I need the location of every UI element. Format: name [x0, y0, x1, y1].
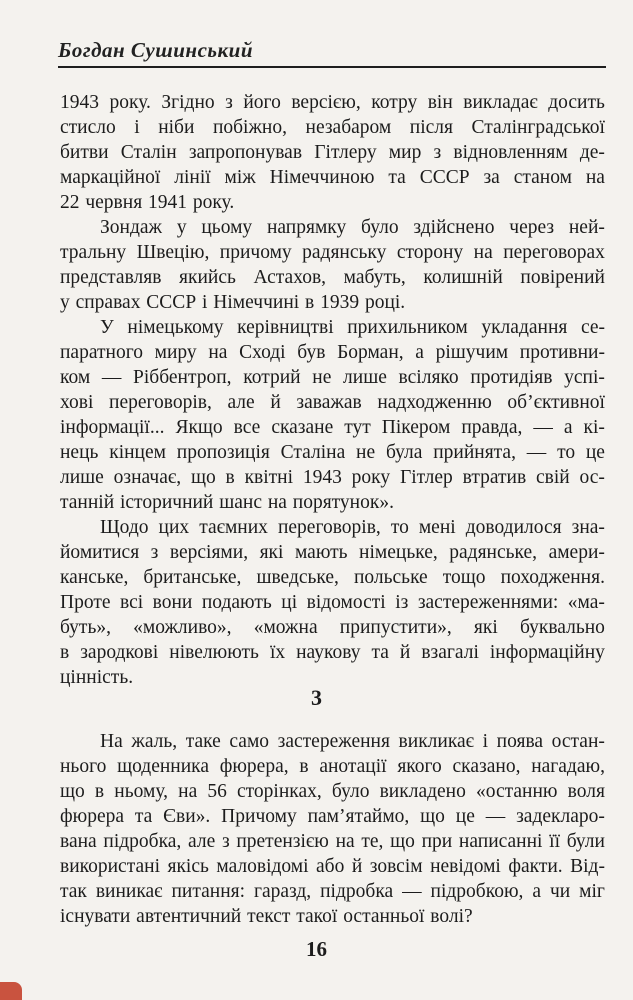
text-line: У німецькому керівництві прихильником укладання се- [100, 317, 605, 338]
text-line: нього щоденника фюрера, в анотації якого сказано, нагадаю, [60, 756, 605, 777]
page-edge-mark [0, 982, 22, 1000]
text-line: 22 червня 1941 року. [60, 192, 235, 213]
text-line: Щодо цих таємних переговорів, то мені доводилося зна- [100, 517, 605, 538]
text-line: 1943 року. Згідно з його версією, котру він викладає досить [60, 92, 605, 113]
header-rule [58, 66, 606, 68]
text-line: Проте всі вони подають ці відомості із застереженнями: «ма- [60, 592, 605, 613]
text-line: битви Сталін запропонував Гітлеру мир з відновленням де- [60, 142, 605, 163]
text-line: На жаль, таке само застереження викликає і поява остан- [100, 731, 605, 752]
text-line: канське, британське, шведське, польське тощо походження. [60, 567, 605, 588]
text-line: Зондаж у цьому напрямку було здійснено через ней- [100, 217, 605, 238]
text-line: цінність. [60, 667, 134, 688]
text-line: вана підробка, але з претензією на те, що при написанні її були [60, 831, 605, 852]
text-line: існувати автентичний текст такої останньої волі? [60, 906, 473, 927]
text-line: нець кінцем пропозиція Сталіна не була прийнята, — то це [60, 442, 605, 463]
text-line: ком — Ріббентроп, котрий не лише всіляко протидіяв успі- [60, 367, 605, 388]
running-head: Богдан Сушинський [58, 38, 253, 62]
body-text-top [60, 90, 605, 690]
text-line: стисло і ніби побіжно, незабаром після Сталінградської [60, 117, 605, 138]
text-line: так виникає питання: гаразд, підробка — підробкою, а чи міг [60, 881, 605, 902]
text-line: у справах СССР і Німеччині в 1939 році. [60, 292, 406, 313]
text-line: що в ньому, на 56 сторінках, було викладено «останню воля [60, 781, 605, 802]
text-line: представляв якийсь Астахов, мабуть, колишній повірений [60, 267, 605, 288]
text-line: буть», «можливо», «можна припустити», які буквально [60, 617, 605, 638]
section-number: 3 [311, 685, 322, 710]
text-line: хові переговорів, але й заважав надходженню об’єктивної [60, 392, 605, 413]
text-line: паратного миру на Сході був Борман, а рішучим противни- [60, 342, 605, 363]
text-line: лише означає, що в квітні 1943 року Гітлер втратив свій ос- [60, 467, 605, 488]
text-line: маркаційної лінії між Німеччиною та СССР за станом на [60, 167, 605, 188]
text-line: в зародкові нівелюють їх наукову та й взагалі інформаційну [60, 642, 605, 663]
text-line: тральну Швецію, причому радянську сторону на переговорах [60, 242, 605, 263]
text-line: інформації... Якщо все сказане тут Пікером правда, — а кі- [60, 417, 605, 438]
text-line: використані якісь маловідомі або й зовсім невідомі факти. Від- [60, 856, 605, 877]
page-number: 16 [306, 937, 327, 961]
body-text-bottom [60, 729, 605, 929]
text-line: йомитися з версіями, які мають німецьке, радянське, амери- [60, 542, 605, 563]
text-line: танній історичний шанс на порятунок». [60, 492, 394, 513]
text-line: фюрера та Єви». Причому пам’ятаймо, що це — задеклaро- [60, 806, 605, 827]
